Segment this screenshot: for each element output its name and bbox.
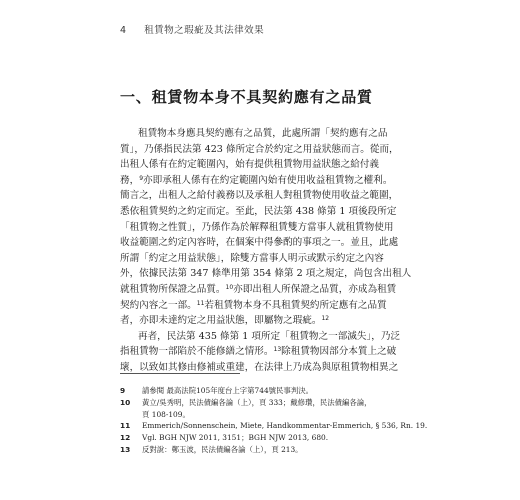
footnote-ref: 12 [321, 315, 330, 323]
text-line [120, 173, 438, 189]
footnote-ref: 10 [225, 283, 234, 291]
footnotes [120, 385, 438, 456]
footnote [120, 432, 438, 444]
footnote-ref: 13 [273, 346, 282, 354]
text-line: 質」，乃係指民法第 423 條所定合於約定之用益狀態而言。從而， [120, 143, 399, 155]
footnote [120, 420, 438, 432]
text-line: 出租人係有在約定範圍內，始有提供租賃物用益狀態之給付義 [120, 159, 380, 171]
footnote-continuation: 頁 108-109。 [142, 409, 190, 419]
text-line: 悉依租賃契約之約定而定。至此，民法第 438 條第 1 項後段所定 [120, 205, 397, 217]
text-segment: 若租賃物本身不具租賃契約所定應有之品質 [204, 299, 387, 311]
footnote-text: Vgl. BGH NJW 2011, 3151；BGH NJW 2013, 680. [142, 433, 329, 443]
text-segment: 者，亦即未達約定之用益狀態，即屬物之瑕疵。 [120, 315, 322, 327]
text-line [120, 298, 438, 314]
text-segment: 除租賃物因部分本質上之破 [281, 346, 397, 358]
footnote [120, 397, 438, 409]
text-line: 「租賃物之性質」，乃係作為於解釋租賃雙方當事人就租賃物使用 [120, 221, 394, 233]
footnote-text: 反對說：鄭玉波，民法債編各論（上），頁 213。 [142, 444, 303, 454]
section-heading: 一、租賃物本身不具契約應有之品質 [120, 88, 373, 106]
body-text [120, 126, 438, 376]
running-title: 租賃物之瑕疵及其法律效果 [144, 25, 265, 36]
footnote-ref: 11 [196, 299, 205, 307]
footnote-number: 9 [120, 386, 126, 395]
text-line: 收益範圍之約定內容時，在個案中得參酌的事項之一。並且，此處 [120, 237, 399, 249]
text-line: 簡言之，出租人之給付義務以及承租人對租賃物使用收益之範圍， [120, 190, 399, 202]
text-line: 壞，以致如其修由修補或重建，在法律上乃成為與原租賃物相異之 [120, 361, 399, 373]
text-segment: 就租賃物所保證之品質。 [120, 283, 226, 295]
page-number: 4 [120, 25, 127, 36]
footnote-text: 請參閱 最高法院105年度台上字第744號民事判決。 [142, 386, 313, 395]
footnote-divider [120, 373, 240, 374]
footnote-number: 13 [120, 444, 131, 454]
text-segment: 指租賃物一部陷於不能修繕之情形。 [120, 346, 274, 358]
text-segment: 契約內容之一部。 [120, 299, 197, 311]
footnote-ref: 9 [139, 174, 144, 182]
text-line: 所謂「約定之用益狀態」，除雙方當事人明示或默示約定之內容 [120, 252, 384, 264]
footnote [120, 444, 438, 456]
footnote [120, 385, 438, 397]
running-header [120, 22, 264, 36]
footnote-text: 黃立/吳秀明，民法債編各論（上），頁 333；戴修瓚，民法債編各論， [142, 397, 372, 407]
text-line [120, 282, 438, 298]
text-segment: 務， [120, 174, 140, 186]
footnote-number: 10 [120, 397, 131, 407]
text-segment: 亦即出租人所保證之品質，亦成為租賃 [233, 283, 397, 295]
footnote-number: 12 [120, 433, 131, 443]
text-line: 外，依據民法第 347 條準用第 354 條第 2 項之規定，尚包含出租人 [120, 268, 412, 280]
text-line: 再者，民法第 435 條第 1 項所定「租賃物之一部滅失」，乃泛 [138, 330, 401, 342]
text-line [120, 313, 438, 329]
text-line [120, 344, 438, 360]
text-line: 租賃物本身應具契約應有之品質，此處所謂「契約應有之品 [138, 128, 388, 139]
footnote-text: Emmerich/Sonnenschein, Miete, Handkommentar-Emmerich, § 536, Rn. 19. [142, 421, 428, 431]
text-segment: 亦即承租人係有在約定範圍內始有使用收益租賃物之權利。 [143, 174, 393, 186]
footnote-number: 11 [120, 421, 131, 431]
